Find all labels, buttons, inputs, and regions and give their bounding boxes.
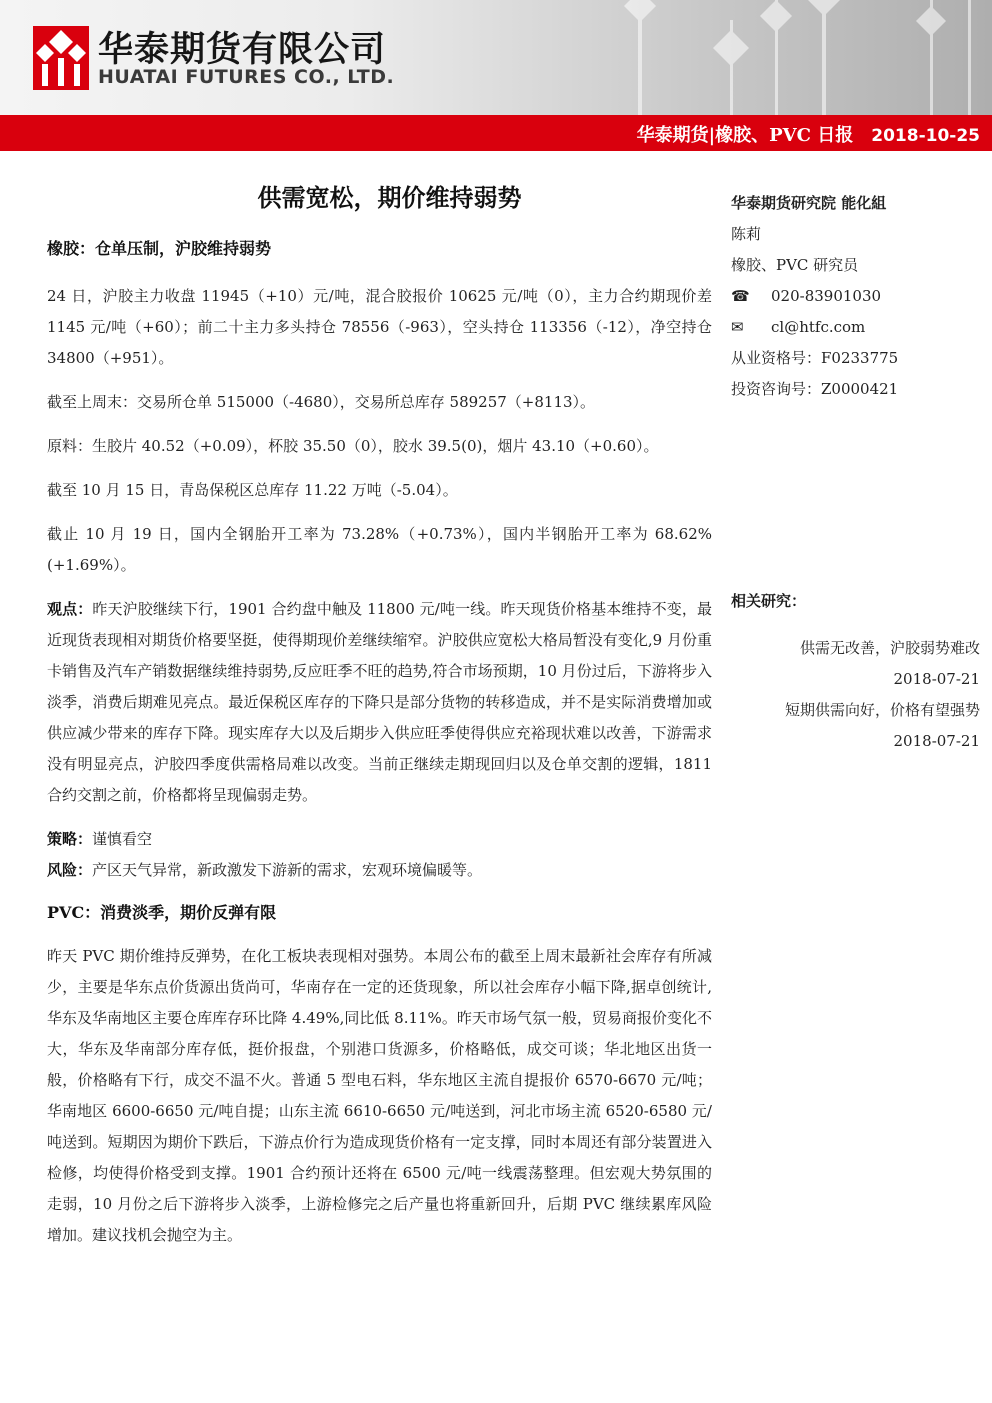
rubber-bonded-stock-paragraph: 截至 10 月 15 日，青岛保税区总库存 11.22 万吨（-5.04）。 xyxy=(47,481,458,499)
rubber-raw-material-paragraph: 原料：生胶片 40.52（+0.09），杯胶 35.50（0），胶水 39.5(0)，烟片 43.10（+0.60）。 xyxy=(47,437,659,455)
pvc-paragraph: 昨天 PVC 期价维持反弹势，在化工板块表现相对强势。本周公布的截至上周末最新社会库存有所减少，主要是华东点价货源出货尚可，华南存在一定的还货现象，所以社会库存小幅下降,据卓创统计,华东及华南地区主要仓库库存环比降 4.49%,同比低 8.11%。昨天市场气氛一般，贸易商报价变化不大，华东及华南部分库存低，挺价报盘，个别港口货源多，价格略低，成交可谈；华北地区出货一般，价格略有下行，成交不温不火。普通 5 型电石料，华东地区主流自提报价 6570-6670 元/吨；华南地区 6600-6650 元/吨自提；山东主流 6610-6650 元/吨送到，河北市场主流 6520-6580 元/吨送到。短期因为期价下跌后，下游点价行为造成现货价格有一定支撑，同时本周还有部分装置进入检修，均使得价格受到支撑。1901 合约预计还将在 6500 元/吨一线震荡整理。但宏观大势氛围的走弱，10 月份之后下游将步入淡季，上游检修完之后产量也将重新回升，后期 PVC 继续累库风险增加。建议找机会抛空为主。 xyxy=(47,947,712,1244)
institute-name: 华泰期货研究院 能化組 xyxy=(731,194,887,212)
view-label: 观点： xyxy=(47,600,93,618)
rubber-view-paragraph xyxy=(47,594,712,811)
strategy-label: 策略： xyxy=(47,830,93,848)
related-item-date: 2018-07-21 xyxy=(893,670,980,688)
related-item-title[interactable]: 供需无改善，沪胶弱势难改 xyxy=(799,639,980,657)
company-logo-icon xyxy=(33,26,89,90)
phone-icon: ☎ xyxy=(731,287,750,305)
analyst-name: 陈莉 xyxy=(731,225,762,243)
report-title-bar xyxy=(0,115,992,151)
email-address[interactable]: cl@htfc.com xyxy=(771,318,866,336)
related-item-date: 2018-07-21 xyxy=(893,732,980,750)
license-number: 从业资格号：F0233775 xyxy=(731,349,899,367)
rubber-section-heading: 橡胶：仓单压制，沪胶维持弱势 xyxy=(47,239,272,258)
report-bar-text xyxy=(637,121,980,147)
phone-number: 020-83901030 xyxy=(771,287,882,305)
report-bar-label: 华泰期货|橡胶、PVC 日报 xyxy=(636,125,854,146)
page-title: 供需宽松，期价维持弱势 xyxy=(257,183,522,212)
header-decoration-icon xyxy=(560,0,992,115)
report-date: 2018-10-25 xyxy=(871,126,980,146)
rubber-inventory-paragraph: 截至上周末：交易所仓单 515000（-4680），交易所总库存 589257（+8113）。 xyxy=(47,393,596,411)
rubber-tire-rate-paragraph: 截止 10 月 19 日，国内全钢胎开工率为 73.28%（+0.73%），国内半钢胎开工率为 68.62%(+1.69%）。 xyxy=(47,525,712,574)
risk-text: 产区天气异常，新政激发下游新的需求，宏观环境偏暖等。 xyxy=(92,861,483,879)
pvc-section-heading: PVC：消费淡季，期价反弹有限 xyxy=(47,903,277,922)
company-name-cn: 华泰期货有限公司 xyxy=(98,30,387,70)
related-research-list xyxy=(720,633,980,757)
related-research-label: 相关研究： xyxy=(731,592,807,610)
analyst-role: 橡胶、PVC 研究员 xyxy=(731,256,859,274)
strategy-line xyxy=(47,824,712,855)
phone-line xyxy=(731,281,981,312)
report-body xyxy=(47,180,712,1251)
email-line xyxy=(731,312,981,343)
company-name-en: HUATAI FUTURES CO., LTD. xyxy=(98,66,395,88)
risk-line xyxy=(47,855,712,886)
consult-number: 投资咨询号：Z0000421 xyxy=(731,380,899,398)
view-text: 昨天沪胶继续下行，1901 合约盘中触及 11800 元/吨一线。昨天现货价格基本维持不变，最近现货表现相对期货价格要坚挺，使得期现价差继续缩窄。沪胶供应宽松大格局暂没有变化,9 月份重卡销售及汽车产销数据继续维持弱势,反应旺季不旺的趋势,符合市场预期，10 月份过后，下游将步入淡季，消费后期难见亮点。最近保税区库存的下降只是部分货物的转移造成，并不是实际消费增加或供应减少带来的库存下降。现实库存大以及后期步入供应旺季使得供应充裕现状难以改善，下游需求没有明显亮点，沪胶四季度供需格局难以改变。当前正继续走期现回归以及仓单交割的逻辑，1811 合约交割之前，价格都将呈现偏弱走势。 xyxy=(47,600,712,804)
email-icon: ✉ xyxy=(731,318,744,336)
rubber-price-paragraph: 24 日，沪胶主力收盘 11945（+10）元/吨，混合胶报价 10625 元/吨（0），主力合约期现价差 1145 元/吨（+60）；前二十主力多头持仓 78556（-963），空头持仓 113356（-12），净空持仓 34800（+951）。 xyxy=(47,287,712,367)
report-header xyxy=(0,0,992,115)
analyst-sidebar xyxy=(731,188,981,405)
strategy-text: 谨慎看空 xyxy=(92,830,153,848)
related-item-title[interactable]: 短期供需向好，价格有望强势 xyxy=(784,701,980,719)
risk-label: 风险： xyxy=(47,861,93,879)
